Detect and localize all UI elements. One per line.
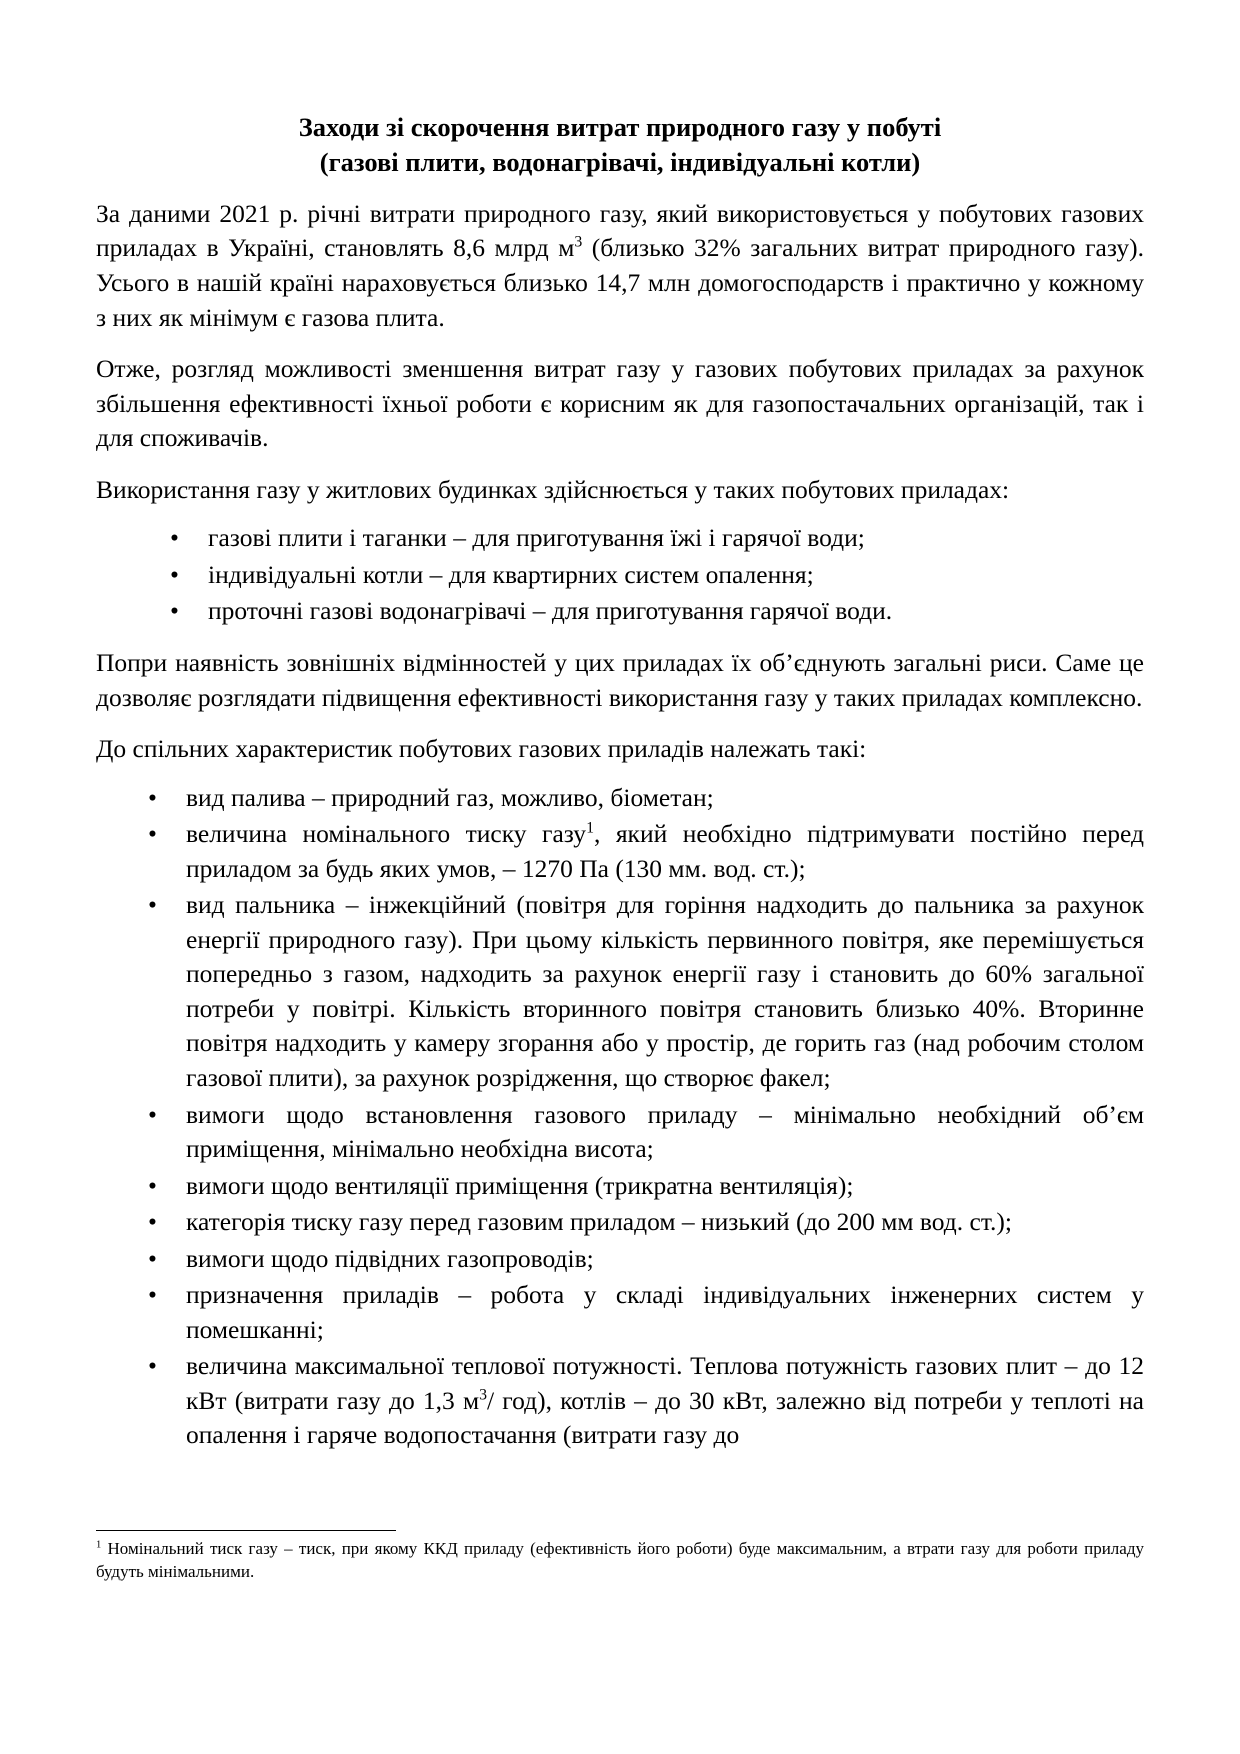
bullet-icon: •	[148, 819, 157, 849]
paragraph-conclusion-intro: Отже, розгляд можливості зменшення витрат газу у газових побутових приладах за рахунок збільшення ефективності їхньої роботи є корисним як для газопостачальних організацій, так і для споживачів.	[96, 354, 1144, 453]
bullet-icon: •	[170, 559, 179, 589]
paragraph-characteristics-lead-in: До спільних характеристик побутових газових приладів належать такі:	[96, 734, 867, 764]
footnote-reference-icon[interactable]: 1	[586, 819, 594, 837]
list-item-label: газові плити і таганки – для приготування їжі і гарячої води;	[208, 523, 865, 553]
list-item	[162, 594, 1144, 629]
paragraph-intro-part-a: За даними 2021 р. річні витрати природного газу, який використовується у побутових газових приладах в Україні, становлять 8,6 млрд м	[96, 198, 1144, 263]
footnote-area	[96, 1530, 1144, 1584]
bullet-icon: •	[148, 1207, 157, 1237]
list-item	[140, 1278, 1144, 1347]
bullet-icon: •	[148, 890, 157, 920]
bullet-icon: •	[148, 1099, 157, 1129]
list-item-label: вид палива – природний газ, можливо, біометан;	[186, 782, 714, 812]
list-item	[140, 1205, 1144, 1240]
list-item-label-part-b: / год), котлів – до 30 кВт, залежно від потреби у теплоті на опалення і гаряче водопостачання (витрати газу до	[186, 1385, 1144, 1450]
bullet-icon: •	[148, 1280, 157, 1310]
paragraph-intro-part-b: (близько 32% загальних витрат природного газу). Усього в нашій країні нараховується близько 14,7 млн домогосподарств і практично у кожному з них як мінімум є газова плита.	[96, 233, 1144, 332]
page-title	[96, 110, 1144, 180]
bullet-icon: •	[148, 782, 157, 812]
list-item	[140, 1098, 1144, 1167]
bullet-icon: •	[170, 596, 179, 626]
list-item	[140, 888, 1144, 1095]
list-item-label: вид пальника – інжекційний (повітря для горіння надходить до пальника за рахунок енергії природного газу). При цьому кількість первинного повітря, яке перемішується попередньо з газом, надходить за рахунок енергії газу і становить до 60% загальної потреби у повітрі. Кількість вторинного повітря становить близько 40%. Вторинне повітря надходить у камеру згорання або у простір, де горить газ (над робочим столом газової плити), за рахунок розрідження, що створює факел;	[186, 890, 1144, 1092]
footnote-body: Номінальний тиск газу – тиск, при якому ККД приладу (ефективність його роботи) буде максимальним, а втрати газу для роботи приладу будуть мінімальними.	[96, 1539, 1144, 1582]
list-item-label-part-b: , який необхідно підтримувати постійно перед приладом за будь яких умов, – 1270 Па (130 мм. вод. ст.);	[186, 819, 1144, 883]
list-item	[162, 558, 1144, 593]
paragraph-common-features: Попри наявність зовнішніх відмінностей у цих приладах їх об’єднують загальні риси. Саме це дозволяє розглядати підвищення ефективності використання газу у таких приладах комплексно.	[96, 647, 1144, 712]
list-item-label: індивідуальні котли – для квартирних систем опалення;	[208, 559, 814, 589]
bullet-icon: •	[148, 1243, 157, 1273]
paragraph-intro	[96, 197, 1144, 335]
list-item-label: проточні газові водонагрівачі – для приготування гарячої води.	[208, 596, 893, 626]
footnote-separator	[96, 1530, 396, 1531]
bullet-icon: •	[170, 523, 179, 553]
list-item-label-part-a: величина номінального тиску газу	[186, 819, 587, 849]
list-item	[140, 781, 1144, 816]
list-item-label: призначення приладів – робота у складі індивідуальних інженерних систем у помешканні;	[186, 1280, 1144, 1344]
title-line-1: Заходи зі скорочення витрат природного газу у побуті	[298, 112, 942, 142]
list-item	[140, 1349, 1144, 1453]
list-item	[162, 521, 1144, 556]
list-item-label: вимоги щодо вентиляції приміщення (трикратна вентиляція);	[186, 1170, 854, 1200]
list-item-label: вимоги щодо підвідних газопроводів;	[186, 1243, 594, 1273]
bullet-icon: •	[148, 1351, 157, 1381]
cubic-meter-exponent: 3	[574, 233, 583, 251]
footnote-text	[96, 1538, 1144, 1584]
cubic-meter-exponent: 3	[479, 1386, 487, 1404]
list-item-label-part-a: величина максимальної теплової потужності. Теплова потужність газових плит – до 12 кВт (витрати газу до 1,3 м	[186, 1351, 1144, 1415]
characteristics-list	[140, 781, 1144, 1453]
list-item-label: вимоги щодо встановлення газового приладу – мінімально необхідний об’єм приміщення, мінімально необхідна висота;	[186, 1099, 1144, 1164]
title-line-2: (газові плити, водонагрівачі, індивідуальні котли)	[319, 146, 921, 177]
paragraph-usage-lead-in: Використання газу у житлових будинках здійснюється у таких побутових приладах:	[96, 474, 1010, 504]
list-item	[140, 1242, 1144, 1277]
list-item-label: категорія тиску газу перед газовим приладом – низький (до 200 мм вод. ст.);	[186, 1207, 1013, 1237]
bullet-icon: •	[148, 1170, 157, 1200]
list-item	[140, 817, 1144, 886]
footnote-marker-icon: 1	[96, 1539, 102, 1551]
appliance-list	[162, 521, 1144, 629]
list-item	[140, 1169, 1144, 1204]
